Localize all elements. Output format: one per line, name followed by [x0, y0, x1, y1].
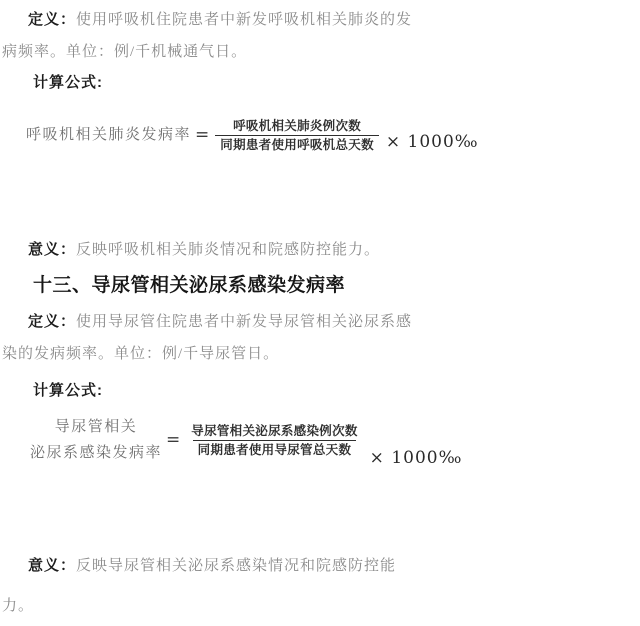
formula-1-numerator: 呼吸机相关肺炎例次数: [233, 118, 362, 133]
meaning-label-2: 意义：: [28, 557, 77, 574]
formula-2-fraction: [186, 422, 362, 459]
formula-2-equals: =: [166, 430, 181, 450]
meaning-label-1: 意义：: [28, 241, 77, 258]
meaning-text-1: 反映呼吸机相关肺炎情况和院感防控能力。: [76, 242, 381, 258]
meaning-paragraph-2-line-2: [2, 596, 34, 616]
formula-1-fraction: [215, 117, 379, 154]
definition-label-2: 定义：: [28, 313, 77, 330]
definition-text-2a: 使用导尿管住院患者中新发导尿管相关泌尿系感: [76, 314, 413, 330]
calc-formula-label-1: 计算公式:: [33, 74, 103, 91]
formula-1-equals: =: [195, 125, 210, 145]
formula-2-lhs: [30, 414, 162, 466]
section-13-heading: 十三、导尿管相关泌尿系感染发病率: [33, 275, 346, 296]
definition-text-2b: 染的发病频率。单位：例/千导尿管日。: [2, 346, 280, 362]
formula-1-denominator: 同期患者使用呼吸机总天数: [215, 135, 379, 154]
formula-2-lhs-line-1: 导尿管相关: [54, 419, 138, 435]
formula-1-lhs: 呼吸机相关肺炎发病率: [26, 127, 192, 143]
definition-paragraph-1-line-2: [2, 42, 247, 62]
calc-formula-label-2: 计算公式:: [33, 382, 103, 399]
formula-1-multiplier: × 1000‰: [385, 132, 479, 152]
definition-label-1: 定义：: [28, 11, 77, 28]
definition-text-1b: 病频率。单位：例/千机械通气日。: [2, 44, 248, 60]
meaning-paragraph-2-line-1: [28, 556, 396, 576]
meaning-paragraph-1: [28, 240, 380, 260]
formula-2-lhs-line-2: 泌尿系感染发病率: [30, 445, 163, 461]
formula-2-multiplier: × 1000‰: [369, 448, 463, 468]
meaning-text-2a: 反映导尿管相关泌尿系感染情况和院感防控能: [76, 558, 397, 574]
formula-2-numerator: 导尿管相关泌尿系感染例次数: [191, 423, 358, 438]
definition-paragraph-2-line-2: [2, 344, 279, 364]
formula-catheter-uti: [30, 412, 462, 468]
formula-ventilator-pneumonia: [26, 110, 479, 160]
meaning-text-2b: 力。: [2, 598, 35, 614]
definition-paragraph-1-line-1: [28, 10, 412, 30]
formula-2-denominator: 同期患者使用导尿管总天数: [193, 440, 357, 459]
definition-text-1a: 使用呼吸机住院患者中新发呼吸机相关肺炎的发: [76, 12, 413, 28]
definition-paragraph-2-line-1: [28, 312, 412, 332]
